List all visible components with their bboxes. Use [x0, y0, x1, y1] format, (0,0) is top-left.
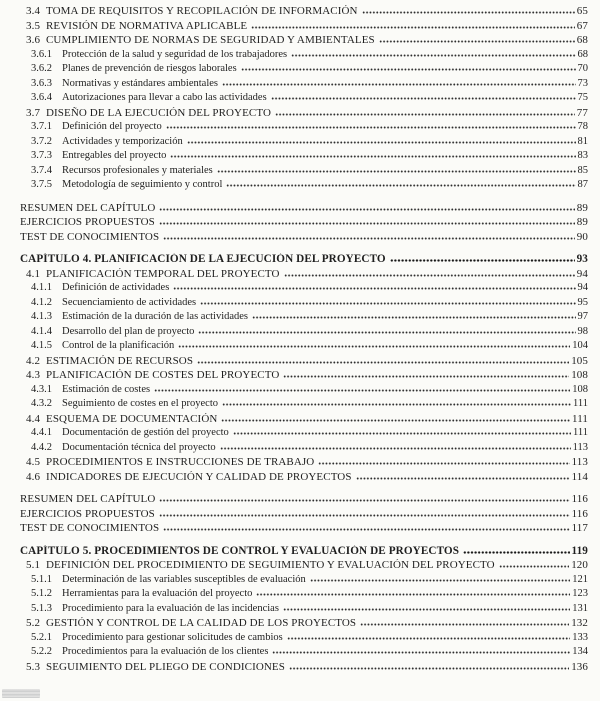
toc-entry	[0, 355, 600, 370]
dot-leader	[318, 462, 569, 465]
toc-entry-number: 3.7.2	[31, 135, 52, 147]
toc-entry-title: Herramientas para la evaluación del proyecto	[62, 588, 253, 599]
toc-entry-page: 98	[577, 325, 588, 337]
toc-entry-page: 83	[577, 150, 588, 161]
toc-entry	[0, 165, 600, 180]
toc-entry-number: 5.2.1	[31, 631, 52, 643]
dot-leader	[251, 26, 575, 29]
toc-entry	[0, 63, 600, 78]
dot-leader	[221, 419, 570, 422]
toc-entry-number: 4.1.4	[31, 325, 52, 337]
dot-leader	[356, 477, 570, 480]
toc-entry-title: EJERCICIOS PROPUESTOS	[20, 216, 155, 228]
toc-entry-number: 4.6	[26, 470, 41, 483]
toc-entry	[0, 413, 600, 428]
toc-entry-page: 119	[571, 544, 588, 557]
toc-entry	[0, 179, 600, 194]
dot-leader	[159, 222, 575, 225]
toc-entry-number: 5.1	[26, 559, 41, 571]
toc-entry-number: 3.7.4	[31, 164, 52, 176]
dot-leader	[163, 528, 569, 531]
toc-entry	[0, 522, 600, 537]
toc-entry	[0, 646, 600, 661]
toc-entry-title: RESUMEN DEL CAPÍTULO	[20, 493, 156, 505]
toc-entry-page: 123	[572, 588, 588, 599]
toc-entry-title: Procedimiento para la evaluación de las incidencias	[62, 602, 279, 614]
dot-leader	[200, 302, 575, 305]
toc-entry-number: 4.4	[26, 412, 41, 425]
toc-entry-title: DISEÑO DE LA EJECUCIÓN DEL PROYECTO	[46, 106, 272, 119]
toc-entry-page: 120	[571, 559, 588, 571]
toc-entry	[0, 5, 600, 20]
dot-leader	[197, 361, 569, 364]
watermark-stamp	[2, 689, 40, 698]
toc-entry-number: 3.5	[26, 19, 41, 32]
dot-leader	[289, 667, 569, 670]
toc-entry-number: 3.6.3	[31, 77, 52, 89]
toc-entry-page: 131	[572, 602, 588, 614]
toc-entry-title: EJERCICIOS PROPUESTOS	[20, 507, 155, 520]
dot-leader	[233, 432, 571, 435]
toc-entry-title: INDICADORES DE EJECUCIÓN Y CALIDAD DE PROYECTOS	[46, 470, 352, 483]
toc-entry-title: Planes de prevención de riesgos laborales	[62, 63, 237, 74]
dot-leader	[159, 514, 570, 517]
toc-entry-title: CUMPLIMIENTO DE NORMAS DE SEGURIDAD Y AMBIENTALES	[46, 34, 375, 46]
toc-entry-page: 85	[577, 164, 588, 176]
toc-entry-page: 94	[577, 282, 588, 293]
toc-entry-page: 81	[577, 135, 588, 147]
toc-entry-page: 68	[576, 34, 588, 46]
dot-leader	[390, 259, 575, 262]
toc-entry-page: 116	[571, 507, 588, 520]
toc-entry-title: DEFINICIÓN DEL PROCEDIMIENTO DE SEGUIMIENTO Y EVALUACIÓN DEL PROYECTO	[46, 559, 495, 571]
dot-leader	[159, 208, 574, 211]
dot-leader	[163, 237, 575, 240]
toc-entry	[0, 311, 600, 326]
toc-entry	[0, 398, 600, 413]
toc-entry	[0, 384, 600, 399]
toc-entry-title: Definición de actividades	[62, 282, 170, 293]
toc-entry-title: Seguimiento de costes en el proyecto	[62, 398, 218, 409]
toc-entry	[0, 493, 600, 508]
dot-leader	[173, 287, 575, 290]
toc-entry	[0, 150, 600, 165]
toc-entry	[0, 471, 600, 486]
toc-entry-title: Protección de la salud y seguridad de los trabajadores	[62, 48, 288, 60]
toc-entry-page: 93	[576, 253, 588, 265]
toc-entry-number: 5.2.2	[31, 646, 52, 657]
toc-entry-title: TOMA DE REQUISITOS Y RECOPILACIÓN DE INFORMACIÓN	[46, 5, 358, 17]
toc-entry	[0, 340, 600, 355]
toc-entry-title: Documentación de gestión del proyecto	[62, 427, 229, 438]
toc-entry-number: 4.1.1	[31, 282, 52, 293]
dot-leader	[166, 126, 576, 129]
toc-entry	[0, 253, 600, 268]
dot-leader	[284, 274, 575, 277]
toc-entry-title: Procedimiento para gestionar solicitudes de cambios	[62, 631, 283, 643]
dot-leader	[226, 184, 575, 187]
toc-entry-title: PROCEDIMIENTOS E INSTRUCCIONES DE TRABAJO	[46, 456, 315, 468]
toc-entry-title: Actividades y temporización	[62, 135, 183, 147]
toc-entry	[0, 231, 600, 246]
toc-entry-page: 77	[576, 106, 588, 119]
toc-entry-page: 97	[577, 311, 588, 322]
toc-entry-page: 111	[573, 398, 588, 409]
dot-leader	[310, 579, 571, 582]
toc-entry-page: 95	[577, 296, 588, 308]
toc-entry-title: SEGUIMIENTO DEL PLIEGO DE CONDICIONES	[46, 660, 285, 673]
toc-entry	[0, 456, 600, 471]
toc-entry-title: PLANIFICACIÓN DE COSTES DEL PROYECTO	[46, 369, 280, 381]
toc-entry-number: 4.4.2	[31, 441, 52, 453]
dot-leader	[275, 113, 575, 116]
toc-entry-page: 136	[571, 660, 588, 673]
toc-entry-number: 3.6.4	[31, 92, 52, 103]
toc-entry-title: Determinación de las variables susceptibles de evaluación	[62, 573, 306, 585]
toc-entry	[0, 202, 600, 217]
toc-entry-title: Documentación técnica del proyecto	[62, 441, 216, 453]
dot-leader	[291, 54, 575, 57]
toc-entry-number: 3.6	[26, 34, 41, 46]
toc-entry-number: 3.6.2	[31, 63, 52, 74]
toc-entry-page: 113	[572, 441, 588, 453]
toc-entry	[0, 661, 600, 676]
dot-leader	[241, 68, 576, 71]
toc-entry-number: 5.1.3	[31, 602, 52, 614]
dot-leader	[252, 316, 575, 319]
dot-leader	[159, 499, 569, 502]
toc-entry-title: Definición del proyecto	[62, 121, 162, 132]
toc-entry-number: 4.1.2	[31, 296, 52, 308]
dot-leader	[272, 651, 570, 654]
toc-entry-page: 94	[576, 267, 588, 280]
toc-entry-title: RESUMEN DEL CAPÍTULO	[20, 201, 156, 214]
toc-entry	[0, 369, 600, 384]
toc-entry	[0, 588, 600, 603]
toc-entry-number: 5.2	[26, 617, 41, 629]
toc-entry	[0, 559, 600, 574]
toc-entry-title: Recursos profesionales y materiales	[62, 164, 213, 176]
toc-entry-number: 4.3.2	[31, 398, 52, 409]
toc-entry-page: 73	[577, 77, 588, 89]
toc-entry	[0, 20, 600, 35]
toc-entry-page: 104	[572, 340, 588, 351]
toc-entry-number: 4.3	[26, 369, 41, 381]
toc-entry-title: CAPÍTULO 5. PROCEDIMIENTOS DE CONTROL Y EVALUACIÓN DE PROYECTOS	[20, 544, 460, 557]
toc-entry	[0, 603, 600, 618]
toc-entry-page: 67	[576, 19, 588, 32]
toc-entry-page: 117	[571, 522, 588, 534]
toc-entry-title: CAPÍTULO 4. PLANIFICACIÓN DE LA EJECUCIÓN DEL PROYECTO	[20, 253, 386, 265]
toc-entry-title: Normativas y estándares ambientales	[62, 77, 218, 89]
dot-leader	[287, 637, 571, 640]
toc-entry-title: PLANIFICACIÓN TEMPORAL DEL PROYECTO	[46, 267, 280, 280]
dot-leader	[178, 345, 570, 348]
dot-leader	[463, 551, 569, 554]
toc-entry-number: 4.1.5	[31, 340, 52, 351]
toc-entry-page: 87	[577, 179, 588, 190]
toc-entry-number: 4.4.1	[31, 427, 52, 438]
toc-entry-page: 68	[577, 48, 588, 60]
toc-entry-title: Estimación de costes	[62, 383, 151, 395]
toc-entry-page: 113	[571, 456, 588, 468]
dot-leader	[271, 97, 576, 100]
toc-entry-page: 132	[571, 617, 588, 629]
toc-entry-page: 133	[572, 631, 588, 643]
dot-leader	[499, 565, 569, 568]
toc-entry-number: 3.4	[26, 5, 41, 17]
toc-entry-title: TEST DE CONOCIMIENTOS	[20, 230, 160, 243]
toc-entry-title: GESTIÓN Y CONTROL DE LA CALIDAD DE LOS PROYECTOS	[46, 617, 357, 629]
toc-entry-title: ESTIMACIÓN DE RECURSOS	[46, 354, 194, 367]
toc-entry-title: Estimación de la duración de las actividades	[62, 311, 249, 322]
dot-leader	[379, 40, 575, 43]
toc-entry	[0, 49, 600, 64]
toc-entry	[0, 326, 600, 341]
toc-entry	[0, 617, 600, 632]
toc-entry	[0, 92, 600, 107]
toc-entry	[0, 574, 600, 589]
dot-leader	[220, 447, 571, 450]
toc-entry-number: 5.1.1	[31, 573, 52, 585]
toc-entry-page: 116	[571, 493, 588, 505]
toc-entry-title: Desarrollo del plan de proyecto	[62, 325, 195, 337]
toc-entry-page: 108	[572, 383, 588, 395]
toc-entry-number: 4.2	[26, 354, 41, 367]
dot-leader	[222, 83, 576, 86]
toc-entry-page: 121	[572, 573, 588, 585]
dot-leader	[187, 141, 576, 144]
toc-entry-number: 3.7	[26, 106, 41, 119]
toc-entry	[0, 282, 600, 297]
toc-entry-number: 3.7.3	[31, 150, 52, 161]
toc-entry-page: 111	[572, 412, 588, 425]
toc-entry-title: Metodología de seguimiento y control	[62, 179, 223, 190]
toc-entry	[0, 508, 600, 523]
toc-entry-number: 4.1.3	[31, 311, 52, 322]
toc-entry-title: Procedimientos para la evaluación de los clientes	[62, 646, 269, 657]
toc-entry-title: Secuenciamiento de actividades	[62, 296, 197, 308]
toc-entry-number: 3.7.1	[31, 121, 52, 132]
toc-entry-page: 65	[576, 5, 588, 17]
toc-entry-title: REVISIÓN DE NORMATIVA APLICABLE	[46, 19, 248, 32]
toc-entry-page: 90	[576, 230, 588, 243]
toc-entry	[0, 121, 600, 136]
toc-entry-number: 5.1.2	[31, 588, 52, 599]
toc-entry-title: Autorizaciones para llevar a cabo las actividades	[62, 92, 267, 103]
dot-leader	[198, 331, 575, 334]
toc-entry	[0, 297, 600, 312]
dot-leader	[283, 608, 570, 611]
toc-entry	[0, 216, 600, 231]
toc-entry	[0, 107, 600, 122]
toc-entry	[0, 427, 600, 442]
toc-entry	[0, 268, 600, 283]
toc-entry	[0, 78, 600, 93]
toc-entry-number: 4.1	[26, 267, 41, 280]
dot-leader	[360, 623, 569, 626]
toc-entry-title: Control de la planificación	[62, 340, 175, 351]
dot-leader	[256, 593, 570, 596]
toc-entry-page: 89	[576, 216, 588, 228]
toc-entry	[0, 442, 600, 457]
toc-entry-number: 4.5	[26, 456, 41, 468]
toc-entry-page: 75	[577, 92, 588, 103]
dot-leader	[154, 389, 570, 392]
dot-leader	[362, 11, 575, 14]
toc-entry	[0, 136, 600, 151]
toc-entry-number: 3.6.1	[31, 48, 52, 60]
toc-entry-page: 114	[571, 470, 588, 483]
toc-entry-number: 5.3	[26, 660, 41, 673]
toc-entry-page: 78	[577, 121, 588, 132]
dot-leader	[283, 375, 569, 378]
dot-leader	[217, 170, 576, 173]
toc-entry-title: Entregables del proyecto	[62, 150, 167, 161]
toc-entry	[0, 545, 600, 560]
toc-entry-page: 89	[576, 201, 588, 214]
toc-entry-number: 4.3.1	[31, 383, 52, 395]
dot-leader	[170, 155, 575, 158]
toc-entry	[0, 34, 600, 49]
toc-entry-title: TEST DE CONOCIMIENTOS	[20, 522, 160, 534]
toc-entry-page: 108	[571, 369, 588, 381]
toc-entry-page: 70	[577, 63, 588, 74]
toc-entry	[0, 632, 600, 647]
toc-entry-number: 3.7.5	[31, 179, 52, 190]
toc-entry-page: 105	[571, 354, 588, 367]
dot-leader	[222, 403, 571, 406]
toc-entry-page: 134	[572, 646, 588, 657]
toc-entry-page: 111	[573, 427, 588, 438]
toc-entry-title: ESQUEMA DE DOCUMENTACIÓN	[46, 412, 218, 425]
